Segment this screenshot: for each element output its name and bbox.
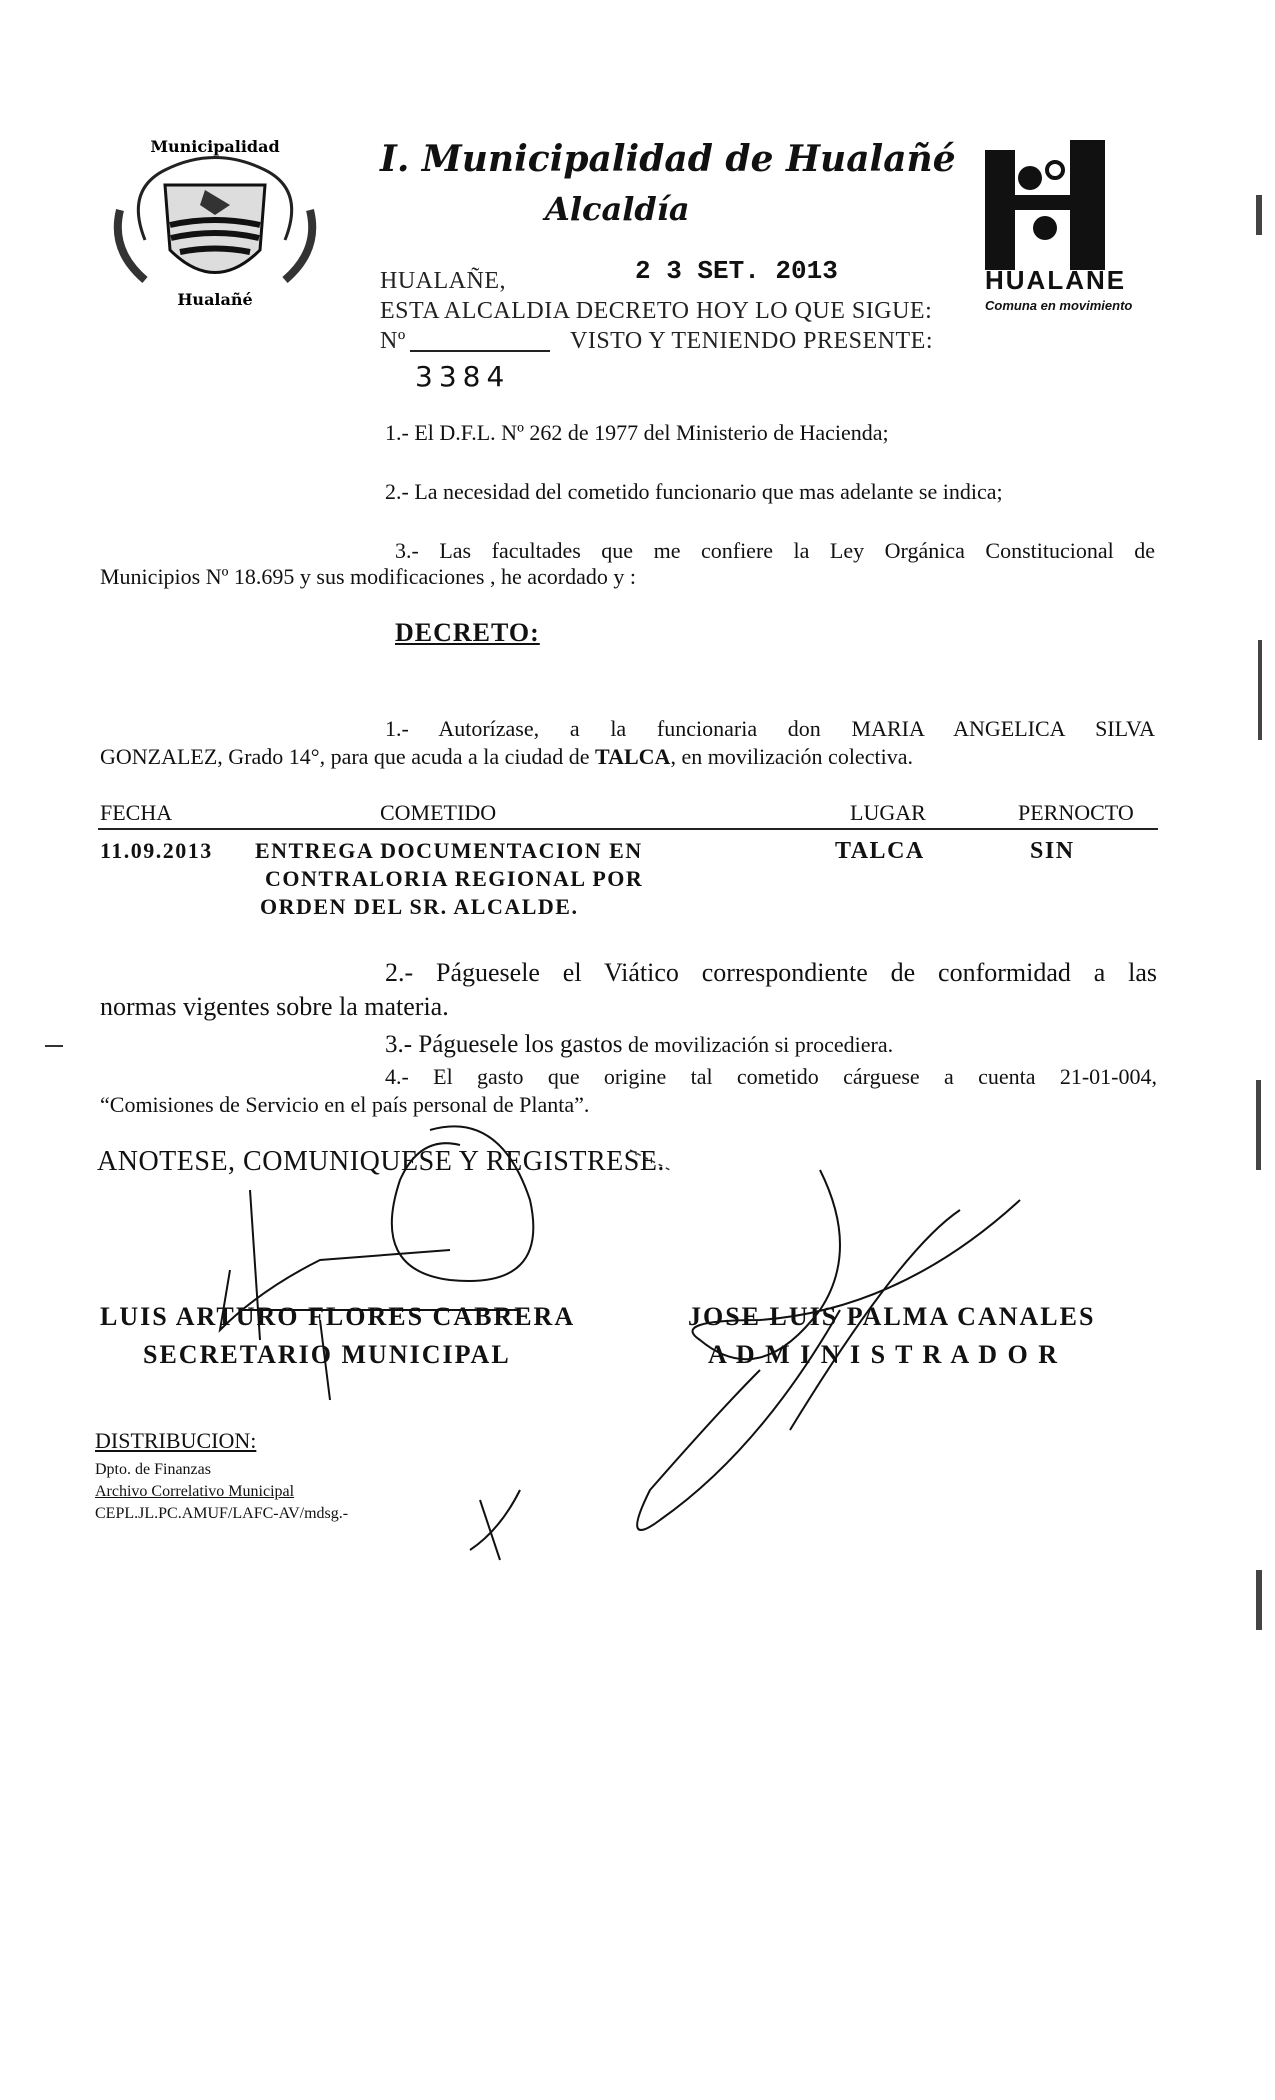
considerando-3-line-1: 3.- Las facultades que me confiere la Ley Orgánica Constitucional de bbox=[395, 538, 1155, 563]
considerando-3-line-2: Municipios Nº 18.695 y sus modificaciones , he acordado y : bbox=[100, 564, 636, 589]
decree-intro: ESTA ALCALDIA DECRETO HOY LO QUE SIGUE: bbox=[380, 298, 933, 324]
row-lugar: TALCA bbox=[835, 838, 925, 864]
margin-mark bbox=[45, 1045, 63, 1047]
resolution-3-part-a: 3.- Páguesele los gastos bbox=[385, 1031, 623, 1058]
logo-tagline: Comuna en movimiento bbox=[985, 298, 1133, 313]
row-cometido-line-3: ORDEN DEL SR. ALCALDE. bbox=[260, 894, 579, 919]
distribution-heading: DISTRIBUCION: bbox=[95, 1428, 257, 1453]
item1-city: TALCA bbox=[595, 744, 671, 769]
closing-formula: ANOTESE, COMUNIQUESE Y REGISTRESE. bbox=[97, 1146, 665, 1177]
resolution-3 bbox=[385, 1026, 893, 1064]
visto-label: VISTO Y TENIENDO PRESENTE: bbox=[570, 328, 933, 354]
resolution-2-line-2: normas vigentes sobre la materia. bbox=[100, 992, 449, 1021]
decreto-item-1-line-1: 1.- Autorízase, a la funcionaria don MARIA ANGELICA SILVA bbox=[385, 716, 1155, 741]
municipality-title: I. Municipalidad de Hualañé bbox=[380, 138, 956, 180]
resolution-3-part-b: de movilización si procediera. bbox=[622, 1032, 894, 1057]
scan-edge-mark bbox=[1256, 1080, 1261, 1170]
table-header-rule bbox=[98, 828, 1158, 830]
distribution-item: Archivo Correlativo Municipal bbox=[95, 1483, 295, 1500]
item1-text-a: GONZALEZ, Grado 14°, para que acuda a la ciudad de bbox=[100, 744, 596, 769]
decreto-heading: DECRETO: bbox=[395, 618, 540, 647]
number-underline bbox=[410, 350, 550, 352]
scan-edge-mark bbox=[1256, 195, 1262, 235]
col-header-fecha: FECHA bbox=[100, 800, 173, 825]
item1-text-c: , en movilización colectiva. bbox=[670, 744, 913, 769]
resolution-2-line-1: 2.- Páguesele el Viático correspondiente de conformidad a las bbox=[385, 958, 1157, 987]
scan-edge-mark bbox=[1258, 640, 1262, 740]
row-pernocto: SIN bbox=[1030, 838, 1075, 864]
row-fecha: 11.09.2013 bbox=[100, 838, 213, 863]
crest-bottom-text: Hualañé bbox=[177, 290, 253, 309]
left-signatory-name: LUIS ARTURO FLORES CABRERA bbox=[100, 1302, 576, 1331]
crest-top-text: Municipalidad bbox=[150, 137, 280, 156]
left-signatory-title: SECRETARIO MUNICIPAL bbox=[143, 1340, 511, 1369]
col-header-lugar: LUGAR bbox=[850, 800, 926, 825]
resolution-4-line-2: “Comisiones de Servicio en el país personal de Planta”. bbox=[100, 1092, 590, 1117]
row-cometido-line-2: CONTRALORIA REGIONAL POR bbox=[265, 866, 644, 891]
logo-wordmark: HUALAÑE bbox=[985, 265, 1127, 295]
row-cometido-line-1: ENTREGA DOCUMENTACION EN bbox=[255, 838, 643, 863]
resolution-4-line-1: 4.- El gasto que origine tal cometido cárguese a cuenta 21-01-004, bbox=[385, 1064, 1157, 1089]
right-signatory-title: A D M I N I S T R A D O R bbox=[708, 1340, 1059, 1369]
distribution-item: Dpto. de Finanzas bbox=[95, 1461, 211, 1478]
distribution-item: CEPL.JL.PC.AMUF/LAFC-AV/mdsg.- bbox=[95, 1505, 349, 1522]
place-label: HUALAÑE, bbox=[380, 268, 506, 294]
number-label: Nº bbox=[380, 328, 406, 354]
right-signatory-name: JOSE LUIS PALMA CANALES bbox=[688, 1302, 1096, 1331]
hualane-h-logo bbox=[985, 140, 1115, 270]
scan-edge-mark bbox=[1256, 1570, 1262, 1630]
municipal-crest-logo bbox=[105, 130, 325, 310]
col-header-pernocto: PERNOCTO bbox=[1018, 800, 1134, 825]
decreto-item-1-line-2 bbox=[100, 740, 913, 774]
col-header-cometido: COMETIDO bbox=[380, 800, 497, 825]
office-subtitle: Alcaldía bbox=[545, 190, 690, 228]
considerando-1: 1.- El D.F.L. Nº 262 de 1977 del Ministerio de Hacienda; bbox=[385, 420, 889, 445]
decree-number: 3384 bbox=[415, 360, 511, 393]
date-stamp: 2 3 SET. 2013 bbox=[635, 256, 838, 286]
considerando-2: 2.- La necesidad del cometido funcionario que mas adelante se indica; bbox=[385, 479, 1003, 504]
